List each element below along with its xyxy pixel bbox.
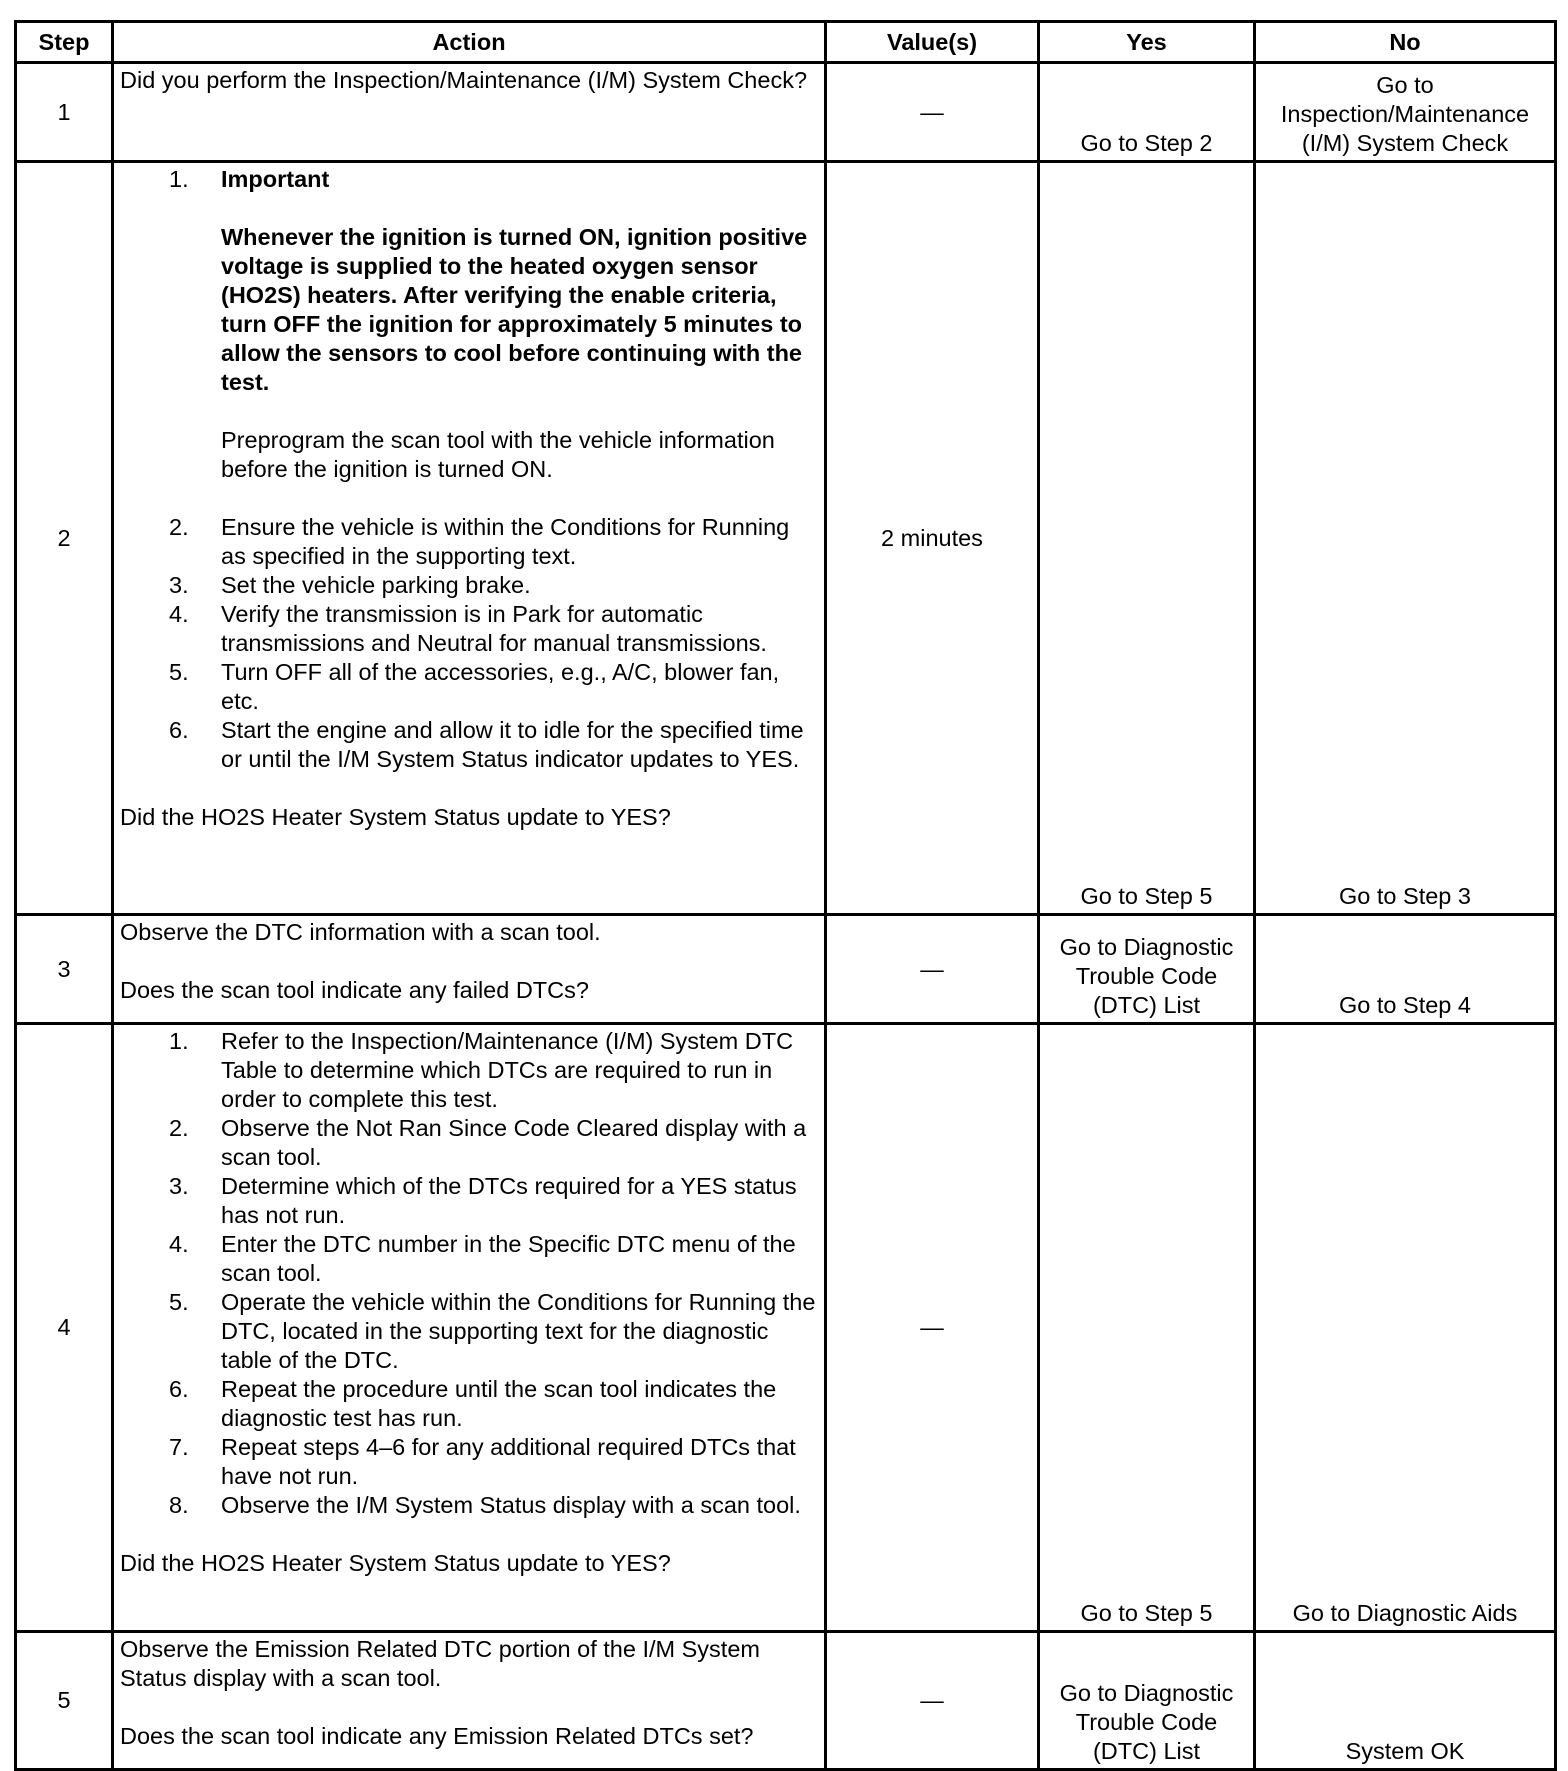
yes-cell: Go to Diagnostic Trouble Code (DTC) List	[1039, 915, 1255, 1024]
no-cell: Go to Diagnostic Aids	[1255, 1024, 1556, 1632]
header-no: No	[1255, 22, 1556, 63]
list-text: Repeat the procedure until the scan tool indicates the diagnostic test has run.	[221, 1376, 777, 1431]
value-cell: —	[826, 63, 1039, 162]
action-question: Does the scan tool indicate any Emission Related DTCs set?	[120, 1723, 754, 1749]
step-list	[120, 513, 818, 774]
header-row	[16, 22, 1556, 63]
value-cell: —	[826, 915, 1039, 1024]
list-item	[120, 600, 818, 658]
list-number: 3.	[169, 1173, 189, 1199]
list-number: 1.	[169, 166, 189, 192]
no-cell: Go to Step 3	[1255, 162, 1556, 915]
list-number: 6.	[169, 1376, 189, 1402]
list-text: Verify the transmission is in Park for automatic transmissions and Neutral for manual transmissions.	[221, 601, 767, 656]
list-number: 1.	[169, 1028, 189, 1054]
action-question: Did the HO2S Heater System Status update to YES?	[120, 804, 671, 830]
action-text: Did you perform the Inspection/Maintenance (I/M) System Check?	[120, 67, 808, 93]
list-number: 2.	[169, 1115, 189, 1141]
list-text: Set the vehicle parking brake.	[221, 572, 531, 598]
table-row	[16, 63, 1556, 162]
list-item	[120, 1114, 818, 1172]
diagnostic-table	[14, 20, 1557, 1771]
list-number: 5.	[169, 1289, 189, 1315]
list-number: 4.	[169, 1231, 189, 1257]
action-question: Does the scan tool indicate any failed DTCs?	[120, 977, 589, 1003]
table-row	[16, 162, 1556, 915]
list-text: Refer to the Inspection/Maintenance (I/M) System DTC Table to determine which DTCs are required to run in order to complete this test.	[221, 1028, 794, 1112]
preprogram-note: Preprogram the scan tool with the vehicle information before the ignition is turned ON.	[221, 427, 775, 482]
header-step: Step	[16, 22, 113, 63]
yes-cell: Go to Diagnostic Trouble Code (DTC) List	[1039, 1632, 1255, 1770]
list-number: 5.	[169, 659, 189, 685]
list-item	[120, 165, 818, 194]
list-number: 6.	[169, 717, 189, 743]
table-row	[16, 915, 1556, 1024]
value-cell: —	[826, 1632, 1039, 1770]
list-text: Observe the I/M System Status display with a scan tool.	[221, 1492, 801, 1518]
no-cell: System OK	[1255, 1632, 1556, 1770]
list-text: Observe the Not Ran Since Code Cleared display with a scan tool.	[221, 1115, 807, 1170]
action-cell	[113, 1024, 826, 1632]
list-item	[120, 1375, 818, 1433]
step-number: 2	[16, 162, 113, 915]
list-item	[120, 513, 818, 571]
action-cell	[113, 1632, 826, 1770]
step-number: 4	[16, 1024, 113, 1632]
table-row	[16, 1024, 1556, 1632]
list-number: 2.	[169, 514, 189, 540]
no-cell: Go to Step 4	[1255, 915, 1556, 1024]
table-row	[16, 1632, 1556, 1770]
action-cell	[113, 915, 826, 1024]
list-item	[120, 1230, 818, 1288]
step-list	[120, 1027, 818, 1520]
important-title: Important	[221, 166, 330, 192]
action-text: Observe the DTC information with a scan tool.	[120, 919, 601, 945]
header-yes: Yes	[1039, 22, 1255, 63]
yes-cell: Go to Step 2	[1039, 63, 1255, 162]
no-cell: Go to Inspection/Maintenance (I/M) System Check	[1255, 63, 1556, 162]
list-item	[120, 1027, 818, 1114]
list-text: Determine which of the DTCs required for a YES status has not run.	[221, 1173, 797, 1228]
value-cell: 2 minutes	[826, 162, 1039, 915]
list-text: Turn OFF all of the accessories, e.g., A/C, blower fan, etc.	[221, 659, 780, 714]
header-action: Action	[113, 22, 826, 63]
yes-cell: Go to Step 5	[1039, 162, 1255, 915]
step-number: 5	[16, 1632, 113, 1770]
important-body: Whenever the ignition is turned ON, ignition positive voltage is supplied to the heated oxygen sensor (HO2S) heaters. After verifying the enable criteria, turn OFF the ignition for approximately 5 minutes to allow the sensors to cool before continuing with the test.	[221, 224, 808, 395]
list-text: Repeat steps 4–6 for any additional required DTCs that have not run.	[221, 1434, 796, 1489]
header-values: Value(s)	[826, 22, 1039, 63]
step-number: 1	[16, 63, 113, 162]
action-text: Observe the Emission Related DTC portion of the I/M System Status display with a scan tool.	[120, 1636, 760, 1691]
list-item	[120, 571, 818, 600]
list-item	[120, 658, 818, 716]
action-cell	[113, 162, 826, 915]
yes-cell: Go to Step 5	[1039, 1024, 1255, 1632]
list-text: Operate the vehicle within the Conditions for Running the DTC, located in the supporting text for the diagnostic table of the DTC.	[221, 1289, 816, 1373]
list-item	[120, 1172, 818, 1230]
list-text: Ensure the vehicle is within the Conditions for Running as specified in the supporting text.	[221, 514, 790, 569]
list-number: 7.	[169, 1434, 189, 1460]
list-text: Enter the DTC number in the Specific DTC menu of the scan tool.	[221, 1231, 796, 1286]
action-question: Did the HO2S Heater System Status update to YES?	[120, 1550, 671, 1576]
action-cell	[113, 63, 826, 162]
step-number: 3	[16, 915, 113, 1024]
list-number: 8.	[169, 1492, 189, 1518]
list-item	[120, 1288, 818, 1375]
list-number: 4.	[169, 601, 189, 627]
value-cell: —	[826, 1024, 1039, 1632]
list-item	[120, 716, 818, 774]
list-item	[120, 1433, 818, 1491]
list-number: 3.	[169, 572, 189, 598]
list-text: Start the engine and allow it to idle for the specified time or until the I/M System Status indicator updates to YES.	[221, 717, 804, 772]
list-item	[120, 1491, 818, 1520]
